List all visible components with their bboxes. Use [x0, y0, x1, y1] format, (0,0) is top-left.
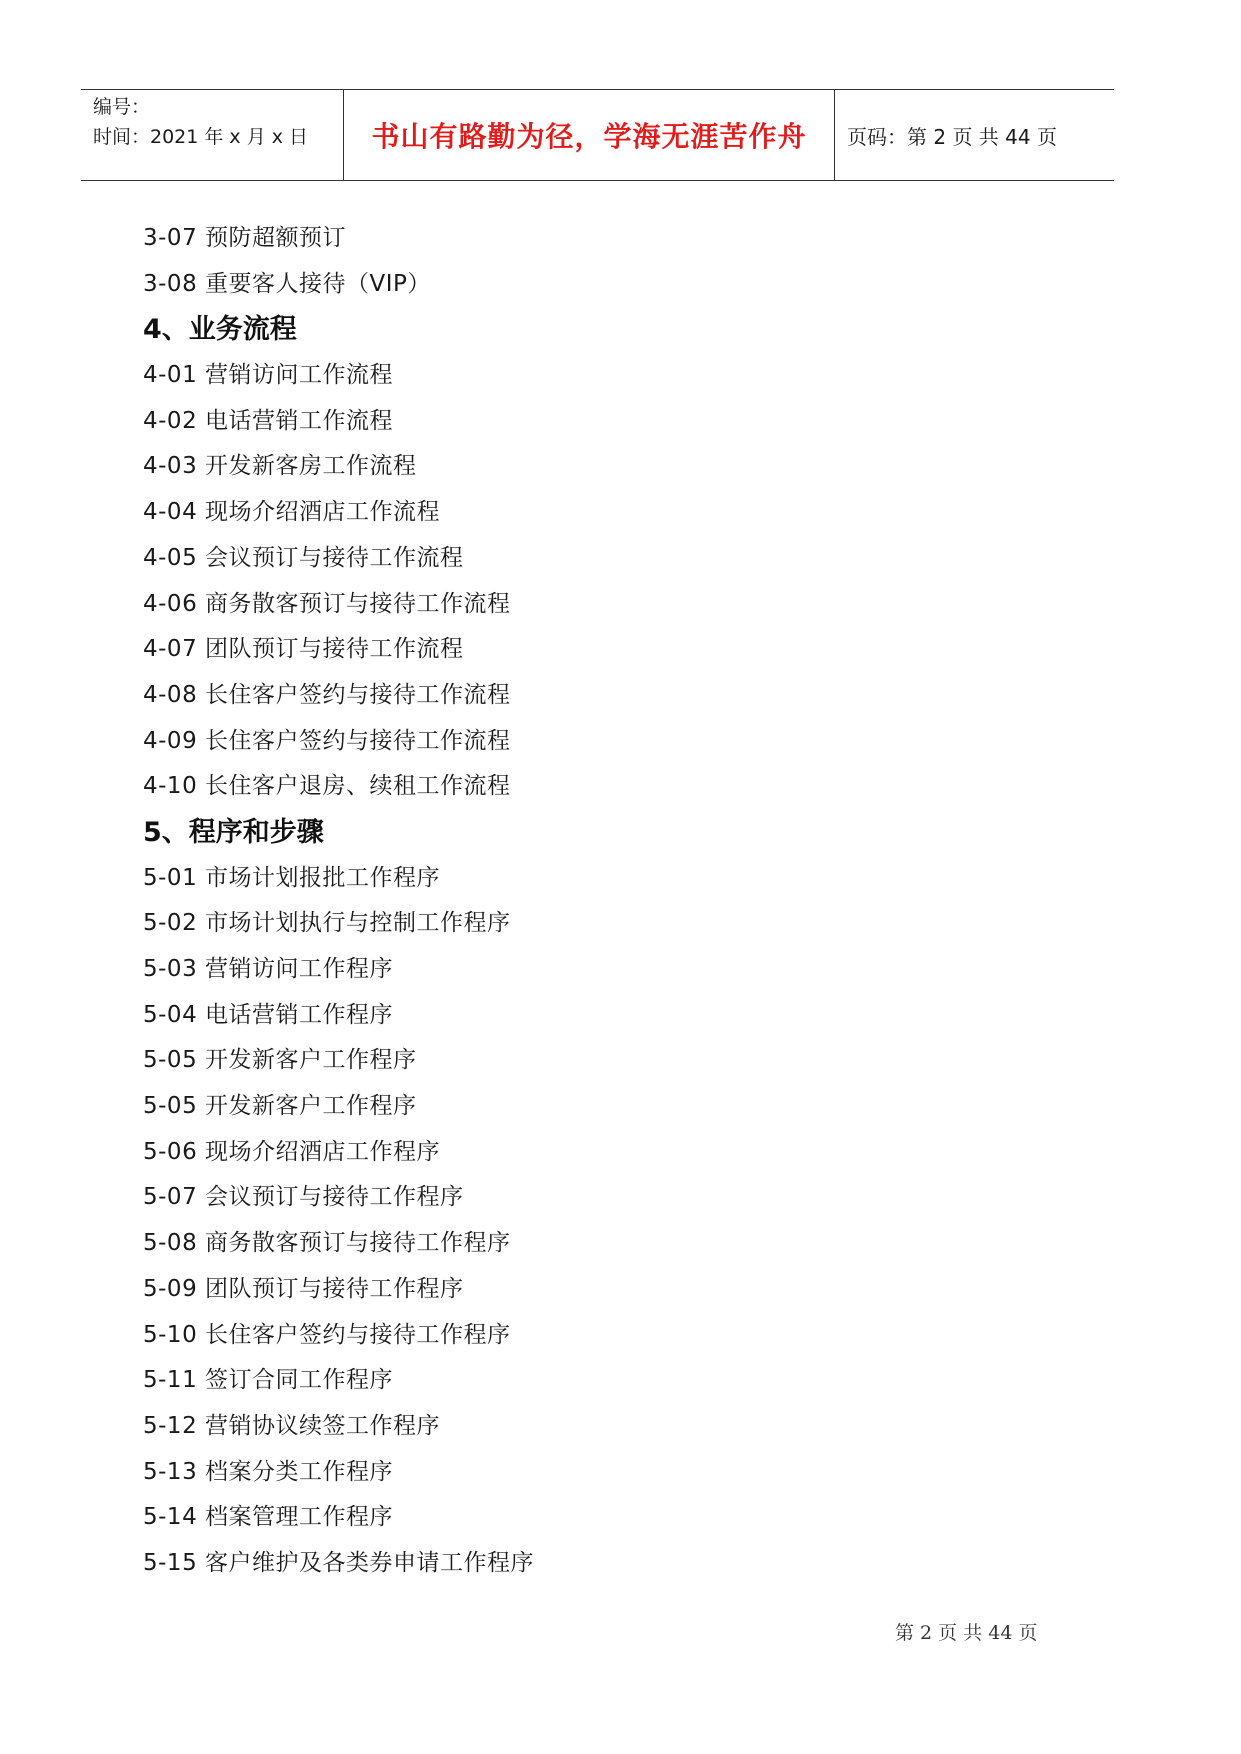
- section-heading: 4、业务流程: [143, 314, 297, 346]
- toc-item: 4-08 长住客户签约与接待工作流程: [143, 681, 511, 708]
- toc-item: 5-05 开发新客户工作程序: [143, 1093, 417, 1120]
- toc-item: 4-02 电话营销工作流程: [143, 407, 394, 434]
- toc-item: 3-08 重要客人接待（VIP）: [143, 270, 431, 297]
- page-footer: 第 2 页 共 44 页: [895, 1622, 1038, 1644]
- toc-item: 4-09 长住客户签约与接待工作流程: [143, 727, 511, 754]
- section-heading: 5、程序和步骤: [143, 816, 324, 848]
- toc-item: 5-08 商务散客预订与接待工作程序: [143, 1230, 511, 1257]
- toc-item: 5-09 团队预订与接待工作程序: [143, 1275, 464, 1302]
- header-motto: 书山有路勤为径，学海无涯苦作舟: [343, 90, 835, 180]
- toc-item: 4-03 开发新客房工作流程: [143, 453, 417, 480]
- toc-item: 3-07 预防超额预订: [143, 225, 347, 251]
- toc-item: 5-03 营销访问工作程序: [143, 956, 394, 982]
- toc-item: 4-01 营销访问工作流程: [143, 362, 394, 389]
- toc-item: 5-07 会议预订与接待工作程序: [143, 1184, 464, 1211]
- toc-item: 4-05 会议预订与接待工作流程: [143, 544, 464, 571]
- toc-item: 5-01 市场计划报批工作程序: [143, 864, 441, 891]
- header-page-info: 页码：第 2 页 共 44 页: [847, 124, 1057, 149]
- toc-item: 4-04 现场介绍酒店工作流程: [143, 499, 441, 526]
- toc-item: 4-10 长住客户退房、续租工作流程: [143, 773, 511, 800]
- toc-item: 5-13 档案分类工作程序: [143, 1458, 394, 1485]
- toc-item: 5-15 客户维护及各类券申请工作程序: [143, 1549, 535, 1576]
- toc-item: 5-11 签订合同工作程序: [143, 1367, 394, 1394]
- header-meta: [81, 90, 343, 180]
- document-date: 时间：2021 年 x 月 x 日: [93, 126, 309, 148]
- document-number-label: 编号：: [93, 96, 151, 118]
- table-of-contents: [143, 216, 1103, 1587]
- toc-item: 5-10 长住客户签约与接待工作程序: [143, 1321, 511, 1348]
- toc-item: 5-05 开发新客户工作程序: [143, 1047, 417, 1074]
- toc-item: 5-02 市场计划执行与控制工作程序: [143, 910, 511, 937]
- toc-item: 5-12 营销协议续签工作程序: [143, 1412, 441, 1439]
- toc-item: 5-04 电话营销工作程序: [143, 1001, 394, 1028]
- toc-item: 4-07 团队预订与接待工作流程: [143, 636, 464, 663]
- toc-item: 5-06 现场介绍酒店工作程序: [143, 1138, 441, 1165]
- toc-item: 5-14 档案管理工作程序: [143, 1504, 394, 1531]
- page-header: [81, 89, 1114, 181]
- toc-item: 4-06 商务散客预订与接待工作流程: [143, 590, 511, 617]
